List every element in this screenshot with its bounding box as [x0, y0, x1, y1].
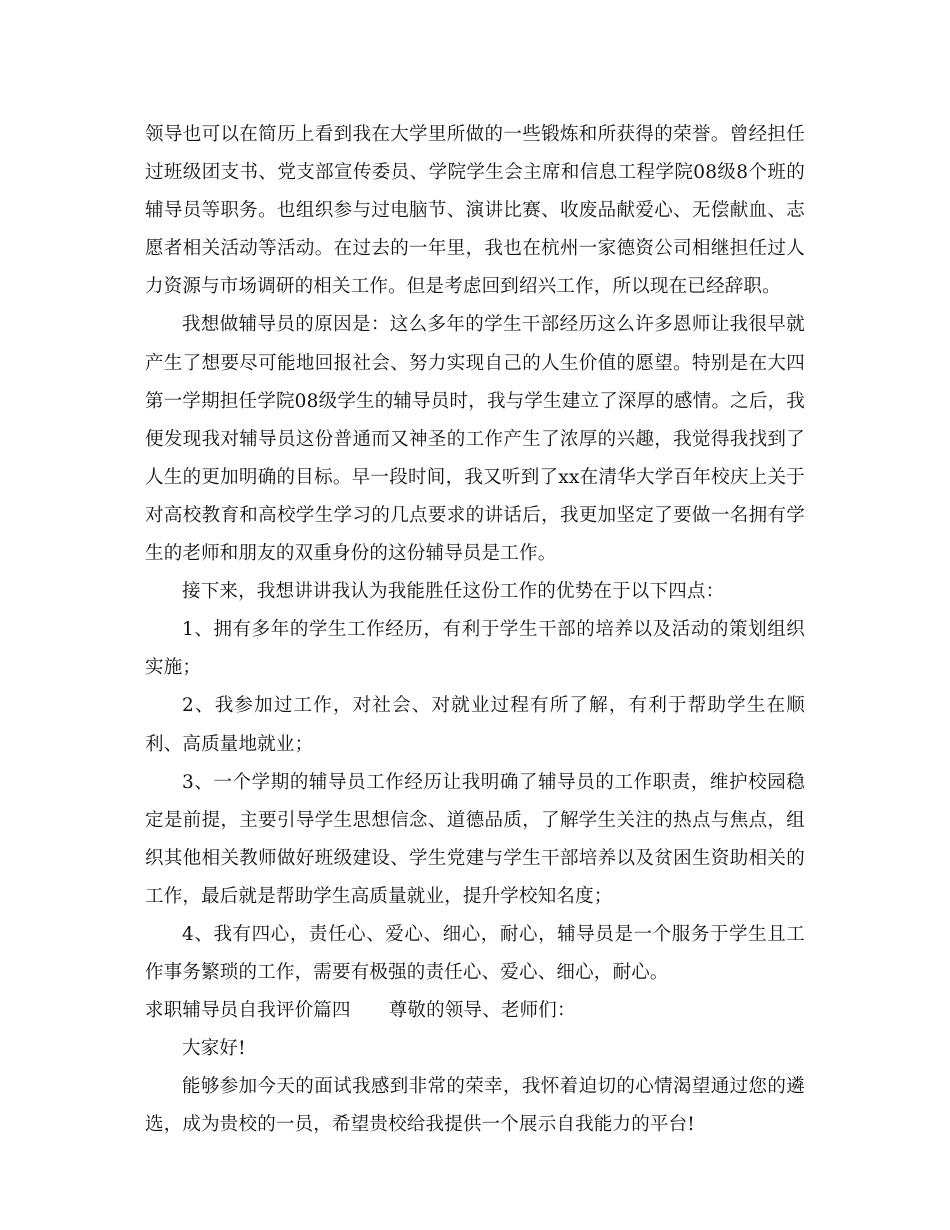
greeting: 大家好! — [182, 1038, 246, 1060]
list-item-advantage-2: 2、我参加过工作，对社会、对就业过程有所了解，有利于帮助学生在顺利、高质量地就业； — [145, 695, 805, 755]
list-item-advantage-3: 3、一个学期的辅导员工作经历让我明确了辅导员的工作职责，维护校园稳定是前提，主要引导学生思想信念、道德品质，了解学生关注的热点与焦点，组织其他相关教师做好班级建设、学生党建与学生干部培养以及贫困生资助相关的工作，最后就是帮助学生高质量就业，提升学校知名度； — [145, 771, 805, 907]
document-body — [145, 116, 805, 1145]
section-title: 求职辅导员自我评价篇四 — [145, 1000, 351, 1022]
list-item-advantage-4: 4、我有四心，责任心、爱心、细心，耐心，辅导员是一个服务于学生且工作事务繁琐的工作，需要有极强的责任心、爱心、细心，耐心。 — [145, 923, 805, 984]
paragraph-motivation: 我想做辅导员的原因是：这么多年的学生干部经历这么许多恩师让我很早就产生了想要尽可能地回报社会、努力实现自己的人生价值的愿望。特别是在大四第一学期担任学院08级学生的辅导员时，我与学生建立了深厚的感情。之后，我便发现我对辅导员这份普通而又神圣的工作产生了浓厚的兴趣，我觉得我找到了人生的更加明确的目标。早一段时间，我又听到了xx在清华大学百年校庆上关于对高校教育和高校学生学习的几点要求的讲话后，我更加坚定了要做一名拥有学生的老师和朋友的双重身份的这份辅导员是工作。 — [145, 314, 805, 565]
paragraph-experience: 领导也可以在简历上看到我在大学里所做的一些锻炼和所获得的荣誉。曾经担任过班级团支书、党支部宣传委员、学院学生会主席和信息工程学院08级8个班的辅导员等职务。也组织参与过电脑节、演讲比赛、收废品献爱心、无偿献血、志愿者相关活动等活动。在过去的一年里，我也在杭州一家德资公司相继担任过人力资源与市场调研的相关工作。但是考虑回到绍兴工作，所以现在已经辞职。 — [145, 124, 805, 298]
paragraph-advantages-intro: 接下来，我想讲讲我认为我能胜任这份工作的优势在于以下四点： — [182, 581, 725, 603]
paragraph-closing: 能够参加今天的面试我感到非常的荣幸，我怀着迫切的心情渴望通过您的遴选，成为贵校的一员，希望贵校给我提供一个展示自我能力的平台! — [145, 1076, 805, 1136]
salutation: 尊敬的领导、老师们： — [388, 1000, 576, 1022]
section-heading-line — [145, 992, 805, 1030]
list-item-advantage-1: 1、拥有多年的学生工作经历，有利于学生干部的培养以及活动的策划组织实施； — [145, 619, 805, 679]
